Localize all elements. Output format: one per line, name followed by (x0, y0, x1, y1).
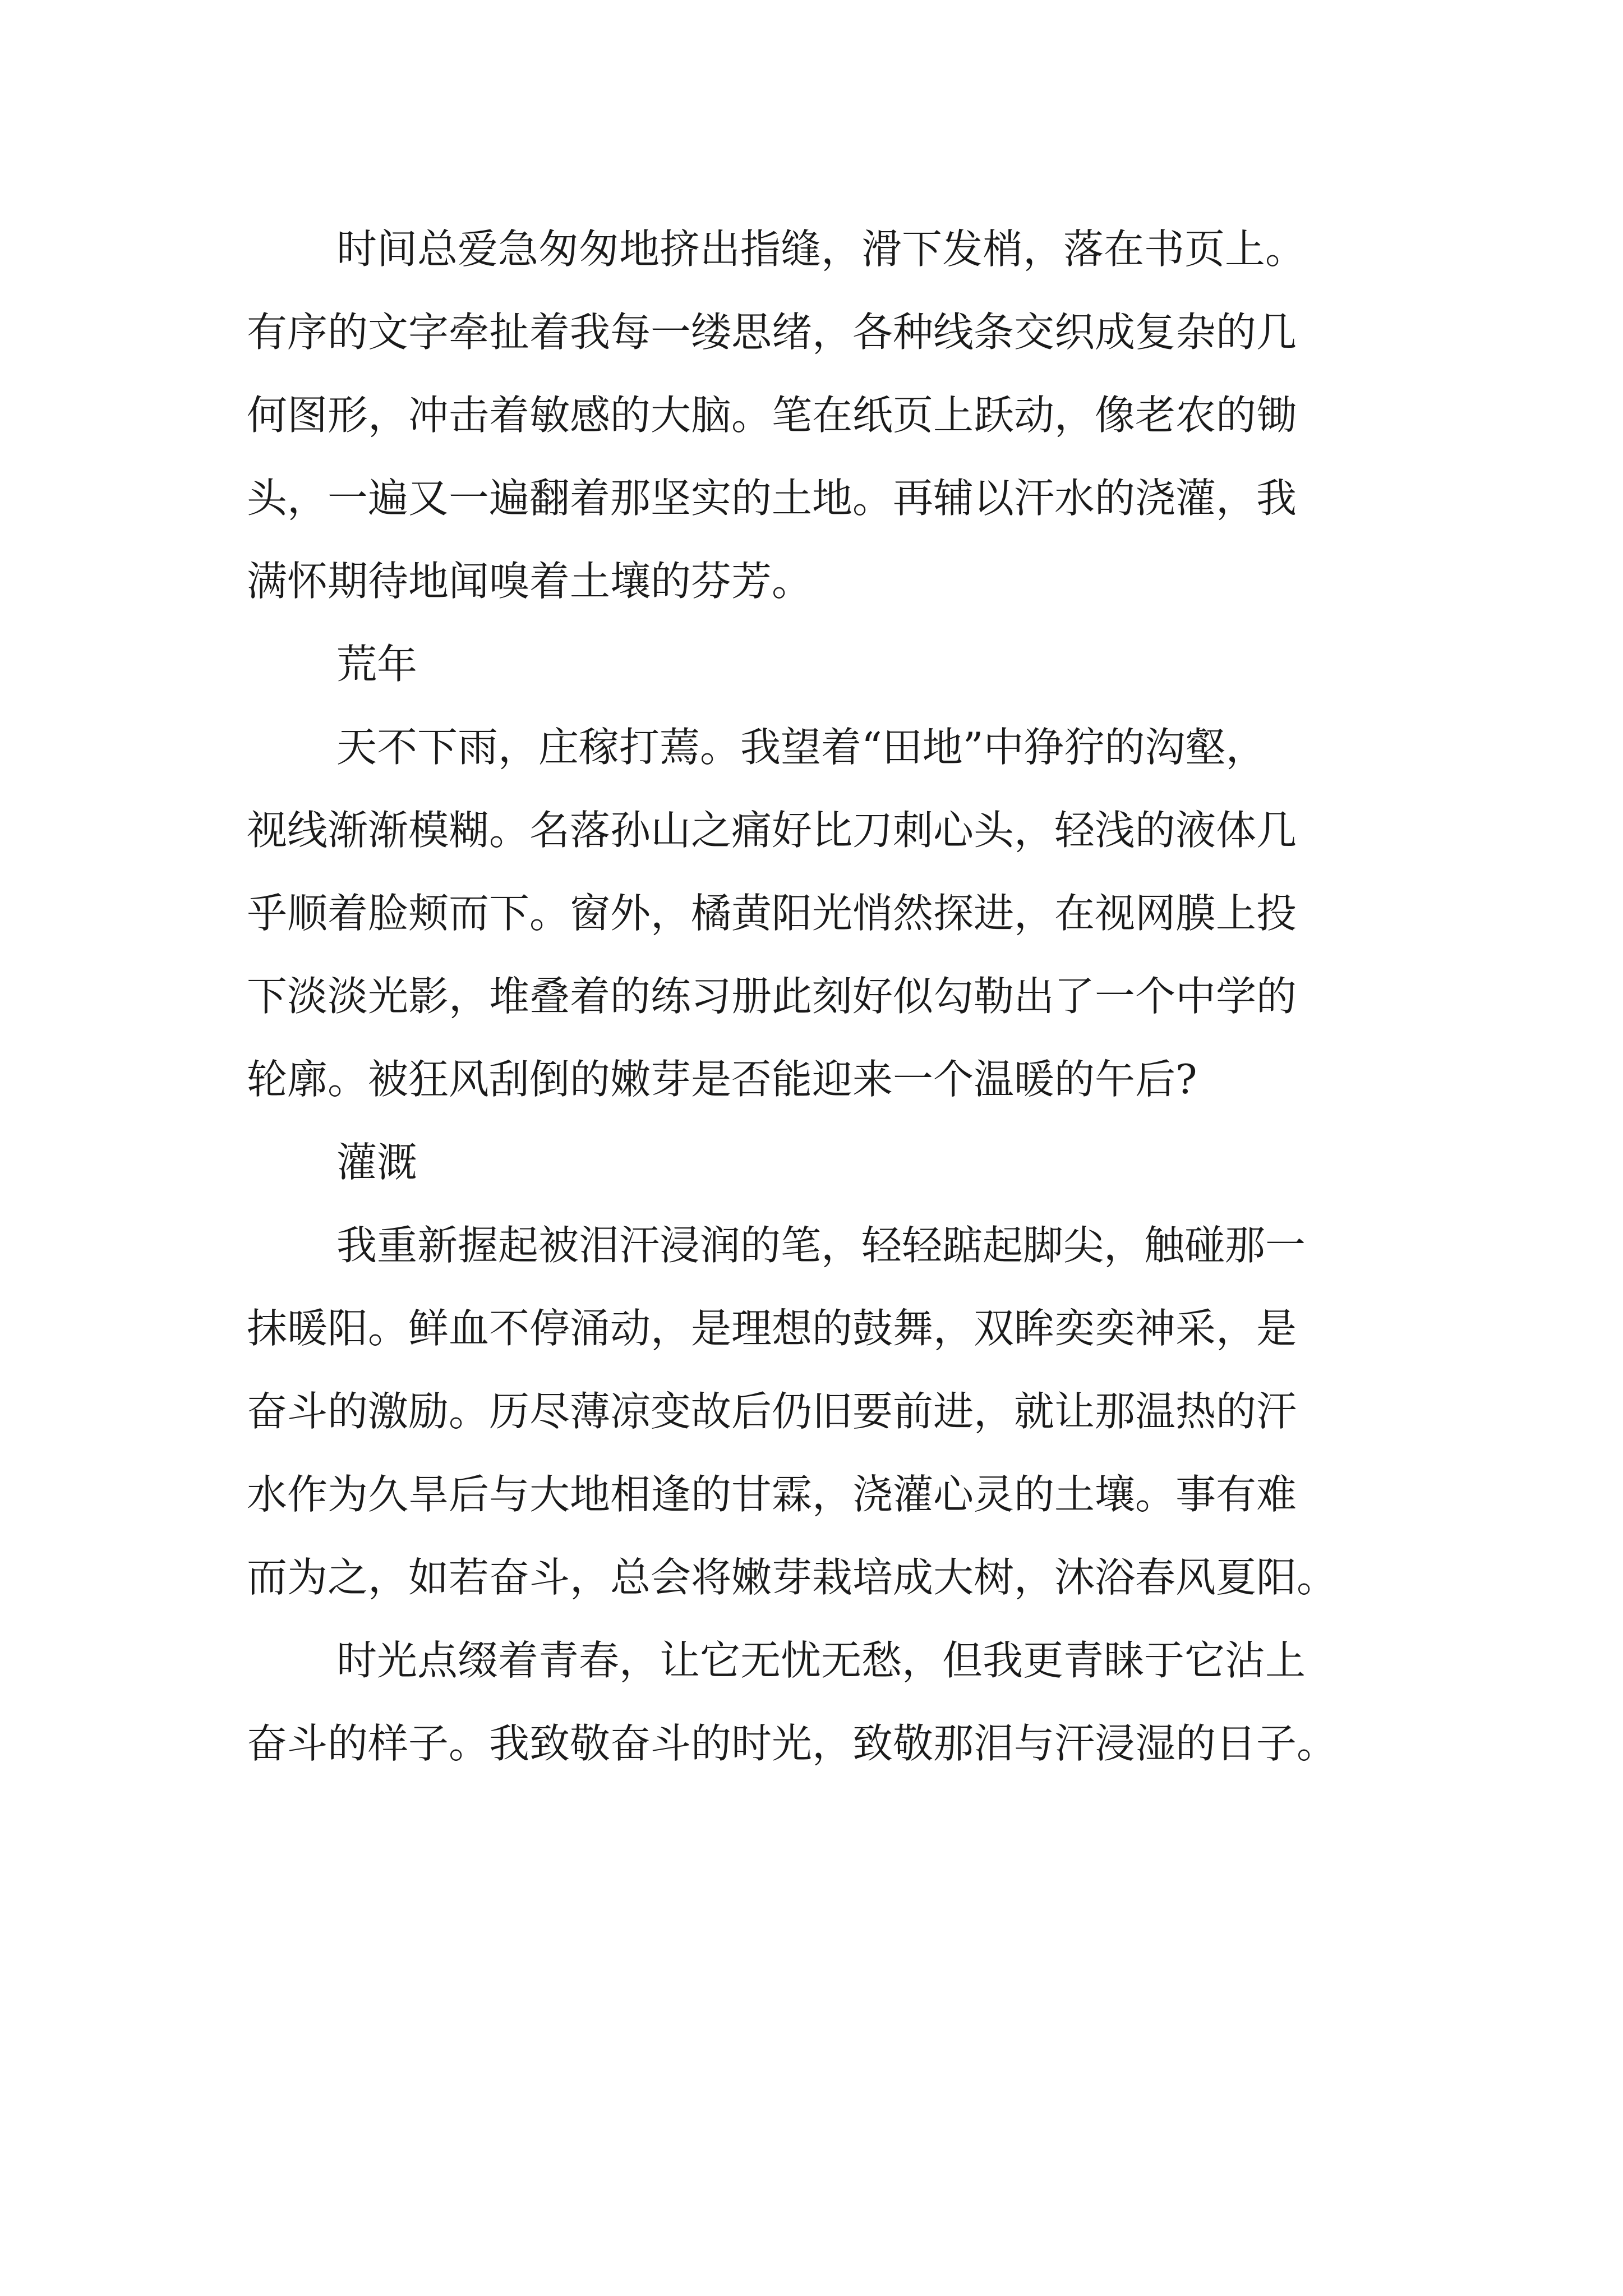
paragraph-2-line-1: 天不下雨，庄稼打蔫。我望着“田地”中狰狞的沟壑， (336, 724, 1266, 771)
paragraph-1-line-5: 满怀期待地闻嗅着土壤的芬芳。 (247, 558, 813, 605)
paragraph-1-line-3: 何图形，冲击着敏感的大脑。笔在纸页上跃动，像老农的锄 (247, 392, 1297, 439)
paragraph-3-line-5: 而为之，如若奋斗，总会将嫩芽栽培成大树，沐浴春风夏阳。 (247, 1554, 1338, 1601)
paragraph-3-line-3: 奋斗的激励。历尽薄凉变故后仍旧要前进，就让那温热的汗 (247, 1388, 1297, 1435)
paragraph-3-line-1: 我重新握起被泪汗浸润的笔，轻轻踮起脚尖，触碰那一 (336, 1222, 1306, 1269)
paragraph-2-line-2: 视线渐渐模糊。名落孙山之痛好比刀刺心头，轻浅的液体几 (247, 807, 1297, 854)
paragraph-1-line-1: 时间总爱急匆匆地挤出指缝，滑下发梢，落在书页上。 (336, 226, 1306, 273)
paragraph-2-line-5: 轮廓。被狂风刮倒的嫩芽是否能迎来一个温暖的午后? (247, 1056, 1197, 1103)
paragraph-3-line-4: 水作为久旱后与大地相逢的甘霖，浇灌心灵的土壤。事有难 (247, 1471, 1297, 1518)
essay-body (247, 208, 1424, 1785)
paragraph-3-line-2: 抹暖阳。鲜血不停涌动，是理想的鼓舞，双眸奕奕神采，是 (247, 1305, 1297, 1352)
paragraph-2-line-3: 乎顺着脸颊而下。窗外，橘黄阳光悄然探进，在视网膜上投 (247, 890, 1297, 937)
section-heading-drought: 荒年 (336, 641, 418, 688)
paragraph-4-line-1: 时光点缀着青春，让它无忧无愁，但我更青睐于它沾上 (336, 1637, 1306, 1684)
paragraph-4-line-2: 奋斗的样子。我致敬奋斗的时光，致敬那泪与汗浸湿的日子。 (247, 1720, 1338, 1767)
paragraph-1-line-4: 头，一遍又一遍翻着那坚实的土地。再辅以汗水的浇灌，我 (247, 475, 1297, 522)
paragraph-2-line-4: 下淡淡光影，堆叠着的练习册此刻好似勾勒出了一个中学的 (247, 973, 1297, 1020)
section-heading-irrigation: 灌溉 (336, 1139, 418, 1186)
paragraph-1-line-2: 有序的文字牵扯着我每一缕思绪，各种线条交织成复杂的几 (247, 309, 1297, 356)
